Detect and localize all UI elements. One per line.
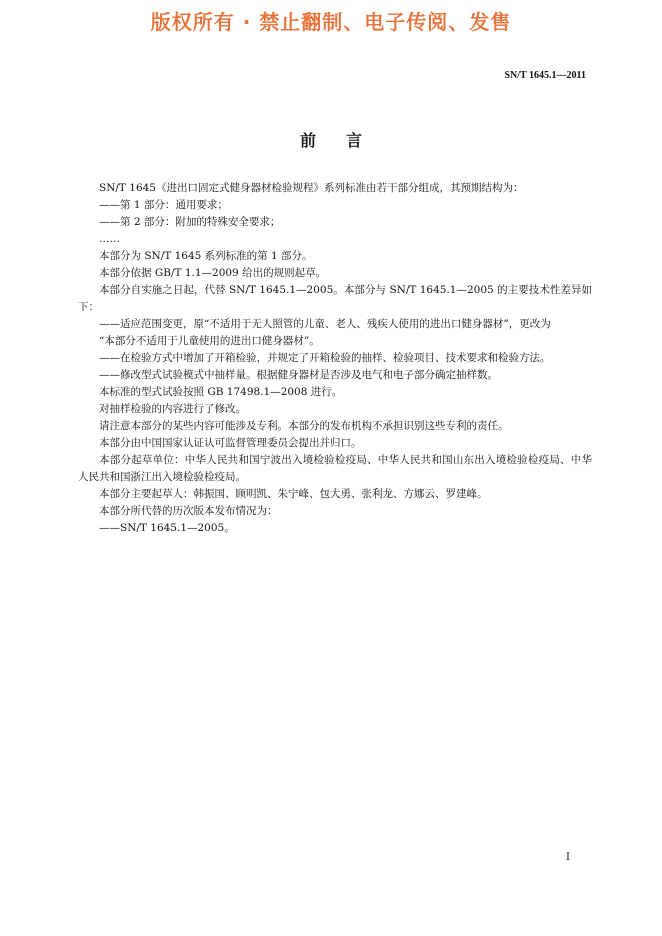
foreword-body <box>78 180 592 537</box>
paragraph-unboxing-inspection: ——在检验方式中增加了开箱检验，并规定了开箱检验的抽样、检验项目、技术要求和检验方法。 <box>99 352 551 364</box>
paragraph-part-statement: 本部分为 SN/T 1645 系列标准的第 1 部分。 <box>99 250 313 262</box>
paragraph-replacement: 本部分自实施之日起，代替 SN/T 1645.1—2005。本部分与 SN/T 1645.1—2005 的主要技术性差异如下： <box>78 284 592 313</box>
paragraph-drafting-rules: 本部分依据 GB/T 1.1—2009 给出的规则起草。 <box>99 267 327 279</box>
paragraph-previous-editions: 本部分所代替的历次版本发布情况为： <box>99 505 278 517</box>
paragraph-drafting-units: 本部分起草单位：中华人民共和国宁波出入境检验检疫局、中华人民共和国山东出入境检验检疫局、中华人民共和国浙江出入境检验检疫局。 <box>78 454 592 483</box>
paragraph-sampling-change: ——修改型式试验模式中抽样量。根据健身器材是否涉及电气和电子部分确定抽样数。 <box>99 369 498 381</box>
standard-number: SN/T 1645.1—2011 <box>504 70 586 81</box>
paragraph-part1-item: ——第 1 部分：通用要求； <box>99 199 228 211</box>
paragraph-patent-notice: 请注意本部分的某些内容可能涉及专利。本部分的发布机构不承担识别这些专利的责任。 <box>99 420 509 432</box>
paragraph-drafters: 本部分主要起草人：韩振国、顾明凯、朱宁峰、包大勇、张利龙、方娜云、罗建峰。 <box>99 488 488 500</box>
paragraph-previous-edition-item: ——SN/T 1645.1—2005。 <box>99 522 235 534</box>
paragraph-type-test: 本标准的型式试验按照 GB 17498.1—2008 进行。 <box>99 386 343 398</box>
page-number: I <box>566 852 570 863</box>
paragraph-ellipsis: …… <box>99 233 120 245</box>
page-title: 前言 <box>299 131 392 150</box>
paragraph-part2-item: ——第 2 部分：附加的特殊安全要求； <box>99 216 281 228</box>
paragraph-proposed-by: 本部分由中国国家认证认可监督管理委员会提出并归口。 <box>99 437 362 449</box>
paragraph-sampling-revised: 对抽样检验的内容进行了修改。 <box>99 403 246 415</box>
paragraph-scope-change: ——适应范围变更，原“不适用于无人照管的儿童、老人、残疾人使用的进出口健身器材”，更改为 <box>99 318 551 330</box>
paragraph-series-intro: SN/T 1645《进出口固定式健身器材检验规程》系列标准由若干部分组成，其预期结构为： <box>99 182 524 194</box>
paragraph-scope-change-cont: “本部分不适用于儿童使用的进出口健身器材”。 <box>99 335 320 347</box>
copyright-watermark: 版权所有 · 禁止翻制、电子传阅、发售 <box>150 10 512 34</box>
